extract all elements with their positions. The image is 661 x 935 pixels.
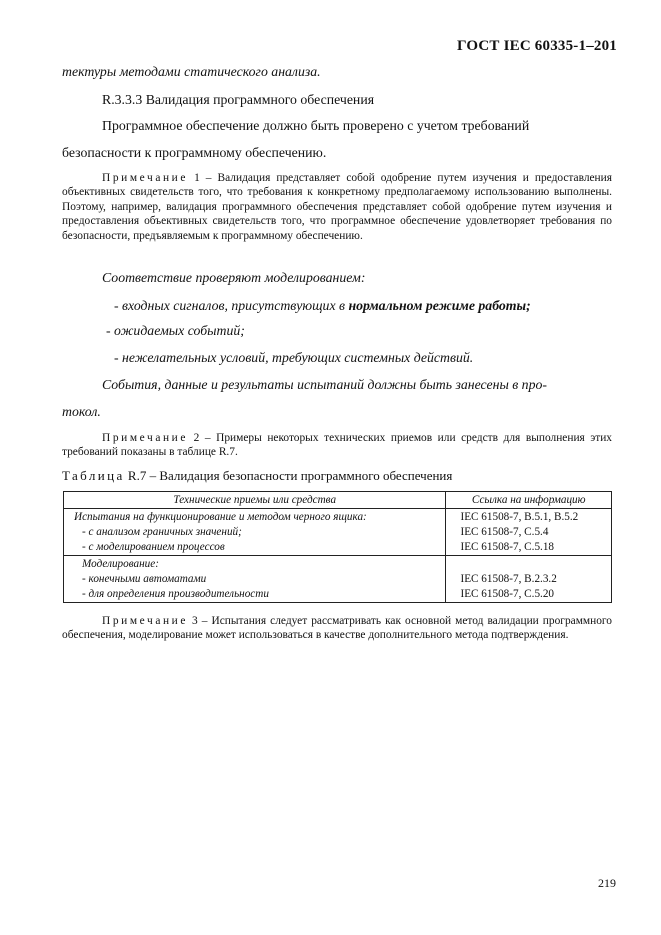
paragraph-1-line-2: безопасности к программному обеспечению.: [62, 145, 327, 160]
table-row: [64, 525, 612, 540]
table-header-techniques: Технические приемы или средства: [64, 492, 446, 509]
compliance-line: Соответствие проверяют моделированием:: [102, 270, 366, 285]
table-row: [64, 540, 612, 556]
table-cell-text: - для определения производительности: [82, 588, 269, 600]
note-1-text: 1 – Валидация представляет собой одобрение путем изучения и предоставления объективных свидетельств того, что требования к конкретному предполагаемому использованию выполнены. Поэтому, например, валидация программного обеспечения представляет собой одобрение путем изучения и предоставления объективных свидетельств того, что программное обеспечение удовлетворяет требования по безопасности, предъявляемым к программному обеспечению.: [62, 172, 612, 242]
document-header-code: ГОСТ IEC 60335-1–201: [456, 38, 617, 54]
page-number: 219: [598, 876, 616, 890]
table-cell-technique: [64, 525, 446, 540]
table-row: [64, 556, 612, 573]
bullet-expected-events: - ожидаемых событий;: [106, 323, 245, 338]
note-3-label: Примечание: [102, 615, 189, 627]
table-cell-reference: IEC 61508-7, C.5.20: [446, 587, 612, 603]
note-3: [62, 614, 612, 643]
table-cell-technique: [64, 572, 446, 587]
validation-table: [63, 491, 612, 603]
note-2-text: 2 – Примеры некоторых технических приемов или средств для выполнения этих требований показаны в таблице R.7.: [62, 432, 612, 459]
section-heading: R.3.3.3 Валидация программного обеспечения: [102, 92, 375, 107]
table-cell-technique: [64, 587, 446, 603]
table-row: [64, 572, 612, 587]
table-cell-text: - конечными автоматами: [82, 573, 207, 585]
table-cell-reference: IEC 61508-7, C.5.18: [446, 540, 612, 556]
table-header-row: [64, 492, 612, 509]
note-1-label: Примечание: [102, 172, 189, 184]
paragraph-1-line-1: Программное обеспечение должно быть проверено с учетом требований: [102, 118, 530, 133]
paragraph-2-line-1: События, данные и результаты испытаний должны быть занесены в про-: [102, 377, 547, 392]
table-cell-technique: [64, 509, 446, 526]
table-header-reference: Ссылка на информацию: [446, 492, 612, 509]
paragraph-2-line-2: токол.: [62, 404, 101, 419]
continued-line: тектуры методами статического анализа.: [62, 64, 321, 79]
table-row: [64, 509, 612, 526]
bullet-undesired-conditions: - нежелательных условий, требующих системных действий.: [114, 350, 474, 365]
table-caption-label: Таблица: [62, 468, 125, 483]
table-cell-reference: IEC 61508-7, B.2.3.2: [446, 572, 612, 587]
table-cell-reference: IEC 61508-7, B.5.1, B.5.2: [446, 509, 612, 526]
table-caption: [62, 468, 452, 484]
table-cell-text: Испытания на функционирование и методом черного ящика:: [74, 511, 367, 523]
table-caption-text: R.7 – Валидация безопасности программного обеспечения: [124, 468, 453, 483]
note-2: [62, 431, 612, 460]
table-cell-text: Моделирование:: [82, 558, 159, 570]
table-cell-reference: [446, 556, 612, 573]
note-1: [62, 171, 612, 243]
table-cell-text: - с анализом граничных значений;: [82, 526, 242, 538]
bullet-1-text: - входных сигналов, присутствующих в: [114, 298, 349, 313]
bullet-1-bold-text: нормальном режиме работы;: [348, 298, 531, 313]
table-cell-text: - с моделированием процессов: [82, 541, 225, 553]
table-row: [64, 587, 612, 603]
note-3-text: 3 – Испытания следует рассматривать как основной метод валидации программного обеспечения, моделирование может использоваться в качестве дополнительного метода подтверждения.: [62, 615, 612, 642]
table-cell-technique: [64, 556, 446, 573]
table-cell-technique: [64, 540, 446, 556]
table-cell-reference: IEC 61508-7, C.5.4: [446, 525, 612, 540]
bullet-input-signals: [114, 298, 531, 314]
note-2-label: Примечание: [102, 432, 189, 444]
